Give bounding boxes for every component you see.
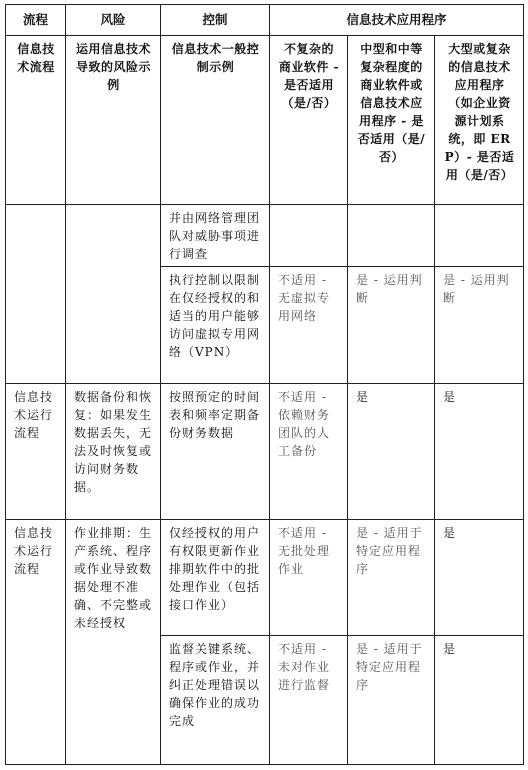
row-large-cell: 是	[435, 520, 524, 636]
row-large-cell	[435, 205, 524, 267]
row-risk-cell: 作业排期：生产系统、程序或作业导致数据处理不准确、不完整或未经授权	[66, 520, 161, 765]
row-medium-cell: 是 - 运用判断	[348, 267, 435, 384]
table-row	[6, 520, 524, 636]
row-simple-cell: 不适用 - 无虚拟专用网络	[270, 267, 348, 384]
row-medium-cell: 是 - 适用于特定应用程序	[348, 636, 435, 765]
header-row	[6, 5, 524, 36]
subheader-risk: 运用信息技术导致的风险示例	[66, 36, 161, 205]
table-row	[6, 205, 524, 267]
row-risk-cell	[66, 205, 161, 384]
row-risk-cell: 数据备份和恢复：如果发生数据丢失，无法及时恢复或访问财务数据。	[66, 384, 161, 520]
row-process-cell: 信息技术运行流程	[6, 520, 66, 765]
header-risk: 风险	[66, 5, 161, 36]
row-control-cell: 按照预定的时间表和频率定期备份财务数据	[161, 384, 270, 520]
row-simple-cell: 不适用 - 依赖财务团队的人工备份	[270, 384, 348, 520]
subheader-simple-software: 不复杂的商业软件 - 是否适用（是/否）	[270, 36, 348, 205]
it-controls-table	[5, 4, 524, 765]
row-medium-cell: 是	[348, 384, 435, 520]
row-simple-cell: 不适用 - 未对作业进行监督	[270, 636, 348, 765]
subheader-medium-software: 中型和中等复杂程度的商业软件或信息技术应用程序 - 是否适用（是/否）	[348, 36, 435, 205]
row-simple-cell	[270, 205, 348, 267]
subheader-control: 信息技术一般控制示例	[161, 36, 270, 205]
subheader-large-software: 大型或复杂的信息技术应用程序（如企业资源计划系统，即 ERP）- 是否适用（是/否）	[435, 36, 524, 205]
row-control-cell: 并由网络管理团队对威胁事项进行调查	[161, 205, 270, 267]
row-simple-cell: 不适用 - 无批处理作业	[270, 520, 348, 636]
header-applications: 信息技术应用程序	[270, 5, 524, 36]
row-process-cell	[6, 205, 66, 384]
header-control: 控制	[161, 5, 270, 36]
subheader-process: 信息技术流程	[6, 36, 66, 205]
row-control-cell: 监督关键系统、程序或作业，并纠正处理错误以确保作业的成功完成	[161, 636, 270, 765]
table-row	[6, 384, 524, 520]
subheader-row	[6, 36, 524, 205]
row-large-cell: 是	[435, 384, 524, 520]
row-medium-cell: 是 - 适用于特定应用程序	[348, 520, 435, 636]
row-control-cell: 仅经授权的用户有权限更新作业排期软件中的批处理作业（包括接口作业）	[161, 520, 270, 636]
row-large-cell: 是	[435, 636, 524, 765]
header-process: 流程	[6, 5, 66, 36]
row-process-cell: 信息技术运行流程	[6, 384, 66, 520]
row-control-cell: 执行控制以限制在仅经授权的和适当的用户能够访问虚拟专用网络（VPN）	[161, 267, 270, 384]
row-medium-cell	[348, 205, 435, 267]
row-large-cell: 是 - 运用判断	[435, 267, 524, 384]
